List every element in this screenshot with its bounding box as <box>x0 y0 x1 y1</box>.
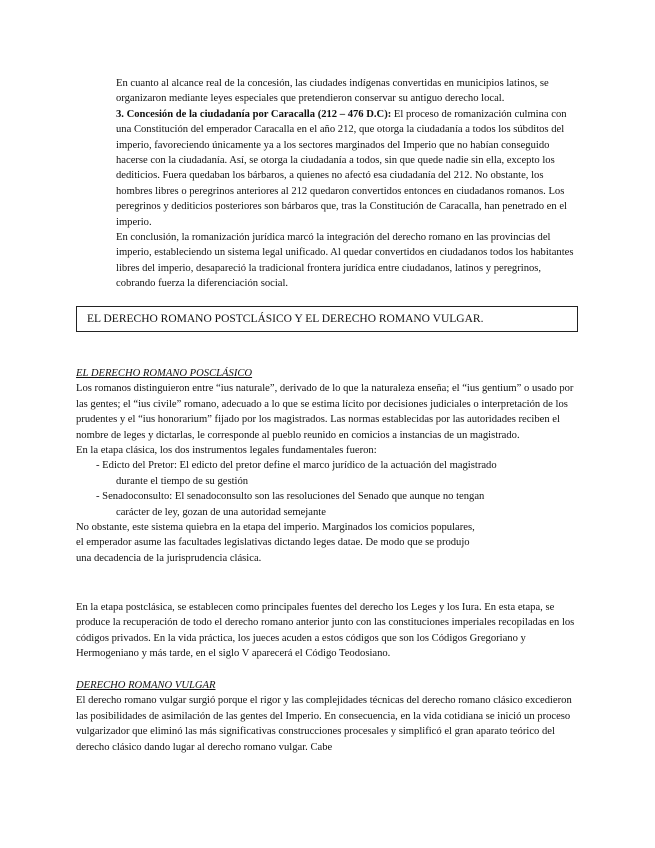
section-heading-posclasico: EL DERECHO ROMANO POSCLÁSICO <box>76 368 253 379</box>
list-item-edicto-cont: durante el tiempo de su gestión <box>116 475 249 487</box>
posclasico-paragraph-4-block <box>76 600 581 662</box>
intro-paragraph-3: En conclusión, la romanización jurídica marcó la integración del derecho romano en las provincias del imperio, estableciendo un sistema legal unificado. Al quedar convertidos en ciudadanos todos los habitantes libres del imperio, desapareció la tradicional frontera jurídica entre ciudadanos, latinos y peregrinos, cobrando fuerza la diferenciación social. <box>116 232 574 290</box>
posclasico-paragraph-3-line-3: una decadencia de la jurisprudencia clásica. <box>76 552 262 564</box>
intro-paragraph-1: En cuanto al alcance real de la concesión, las ciudades indígenas convertidas en municipios latinos, se organizaron mediante leyes especiales que pretendieron conservar su antiguo derecho local. <box>116 78 549 105</box>
posclasico-paragraph-2: En la etapa clásica, los dos instrumentos legales fundamentales fueron: <box>76 445 377 457</box>
list-item-senadoconsulto-cont: carácter de ley, gozan de una autoridad semejante <box>116 506 326 518</box>
list-item-edicto: - Edicto del Pretor: El edicto del pretor define el marco jurídico de la actuación del magistrado <box>96 460 497 472</box>
intro-paragraph-2 <box>116 107 578 230</box>
section-vulgar <box>76 678 581 755</box>
vulgar-paragraph-1: El derecho romano vulgar surgió porque el rigor y las complejidades técnicas del derecho romano clásico excedieron las posibilidades de asimilación de las gentes del Imperio. En consecuencia, en la vida cotidiana se inició un proceso vulgarizador que eliminó las más significativas construcciones procesales y simplificó el gran aparato teórico del derecho clásico dando lugar al derecho romano vulgar. Cabe <box>76 695 572 753</box>
posclasico-paragraph-4: En la etapa postclásica, se establecen como principales fuentes del derecho los Leges y los Iura. En esta etapa, se produce la recuperación de todo el derecho romano anterior junto con las constituciones imperiales recopiladas en los códigos privados. En la vida práctica, los jueces acuden a estos códigos que son los Códigos Gregoriano y Hermogeniano y más tarde, en el siglo V aparecerá el Código Teodosiano. <box>76 602 575 660</box>
list-item-senadoconsulto: - Senadoconsulto: El senadoconsulto son las resoluciones del Senado que aunque no tengan <box>96 491 485 503</box>
boxed-title: EL DERECHO ROMANO POSTCLÁSICO Y EL DERECHO ROMANO VULGAR. <box>76 306 578 332</box>
caracalla-heading: 3. Concesión de la ciudadanía por Caracalla (212 – 476 D.C): <box>116 108 392 120</box>
intro-block <box>116 76 578 292</box>
section-heading-vulgar: DERECHO ROMANO VULGAR <box>76 680 216 691</box>
section-posclasico <box>76 366 581 566</box>
posclasico-paragraph-3-line-2: el emperador asume las facultades legislativas dictando leges datae. De modo que se produjo <box>76 537 470 549</box>
posclasico-paragraph-1: Los romanos distinguieron entre “ius naturale”, derivado de lo que la naturaleza enseña; el “ius gentium” o usado por las gentes; el “ius civile” romano, adecuado a lo que se estima lícito por decisiones judiciales o interpretación de los prudentes y el “ius honorarium” fijado por los magistrados. Las normas establecidas por las autoridades reciben el nombre de leges y dictarlas, le corresponde al pueblo reunido en comicios a instancias de un magistrado. <box>76 383 574 441</box>
posclasico-paragraph-3-line-1: No obstante, este sistema quiebra en la etapa del imperio. Marginados los comicios populares, <box>76 522 475 534</box>
caracalla-text: El proceso de romanización culmina con una Constitución del emperador Caracalla en el año 212, que otorga la ciudadanía a todos los súbditos del imperio, favoreciendo únicamente ya a los sectores marginados del Imperio que no habían conseguido hacerse con la ciudadanía. Así, se otorga la ciudadanía a todos, sin que quede nadie sin ella, excepto los dediticios. Fuera quedaban los bárbaros, a quienes no afectó esa ciudadanía del 212. No obstante, los hombres libres o peregrinos anteriores al 212 quedaron convertidos entonces en ciudadanos romanos. Los peregrinos y dediticios posteriores son bárbaros que, tras la Constitución de Caracalla, han penetrado en el imperio. <box>116 108 567 228</box>
